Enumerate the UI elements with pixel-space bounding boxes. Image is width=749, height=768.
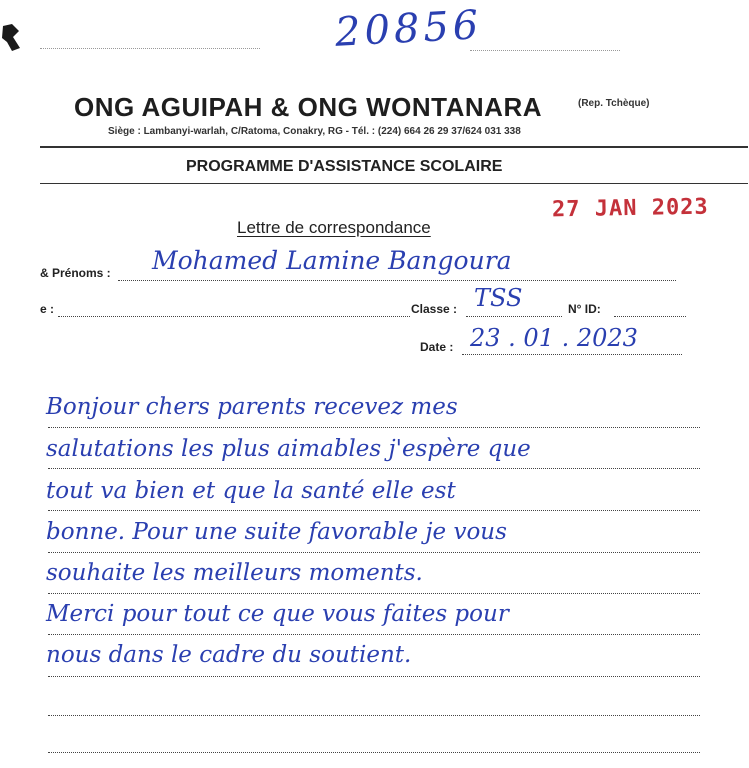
writing-line [48, 510, 700, 511]
classe-label: Classe : [411, 302, 458, 316]
id-field-line [614, 316, 686, 317]
scan-mark [0, 22, 26, 56]
writing-line [48, 715, 700, 716]
date-label: Date : [420, 340, 454, 354]
letter-line: tout va bien et que la santé elle est [46, 478, 456, 504]
letter-title: Lettre de correspondance [237, 218, 431, 237]
org-country: (Rep. Tchèque) [578, 98, 650, 109]
letter-line: Bonjour chers parents recevez mes [46, 394, 458, 420]
writing-line [48, 593, 700, 594]
classe-value: TSS [474, 284, 523, 312]
name-value: Mohamed Lamine Bangoura [152, 246, 512, 275]
reference-number: 20856 [333, 2, 484, 56]
letter-line: souhaite les meilleurs moments. [46, 560, 423, 586]
programme-title: PROGRAMME D'ASSISTANCE SCOLAIRE [186, 158, 503, 175]
writing-line [48, 752, 700, 753]
writing-line [48, 676, 700, 677]
id-label: N° ID: [568, 302, 601, 316]
writing-line [48, 634, 700, 635]
header-divider [40, 146, 748, 148]
writing-line [48, 427, 700, 428]
org-title: ONG AGUIPAH & ONG WONTANARA [74, 92, 542, 122]
scan-artifact-line [470, 50, 620, 51]
name-field-line [118, 280, 676, 281]
writing-line [48, 468, 700, 469]
name-label: & Prénoms : [40, 266, 111, 280]
date-field-line [462, 354, 682, 355]
date-stamp: 27 JAN 2023 [551, 194, 709, 223]
letter-line: bonne. Pour une suite favorable je vous [46, 519, 507, 545]
cut-field-line [58, 316, 410, 317]
letter-line: salutations les plus aimables j'espère que [46, 436, 531, 462]
cut-label: e : [40, 302, 55, 316]
classe-field-line [466, 316, 562, 317]
org-address: Siège : Lambanyi-warlah, C/Ratoma, Conakry, RG - Tél. : (224) 664 26 29 37/624 031 338 [108, 126, 521, 137]
scan-artifact-line [40, 48, 260, 49]
letter-line: nous dans le cadre du soutient. [46, 642, 412, 668]
letter-line: Merci pour tout ce que vous faites pour [46, 601, 509, 627]
writing-line [48, 552, 700, 553]
date-value: 23 . 01 . 2023 [470, 324, 638, 352]
header-divider [40, 183, 748, 184]
